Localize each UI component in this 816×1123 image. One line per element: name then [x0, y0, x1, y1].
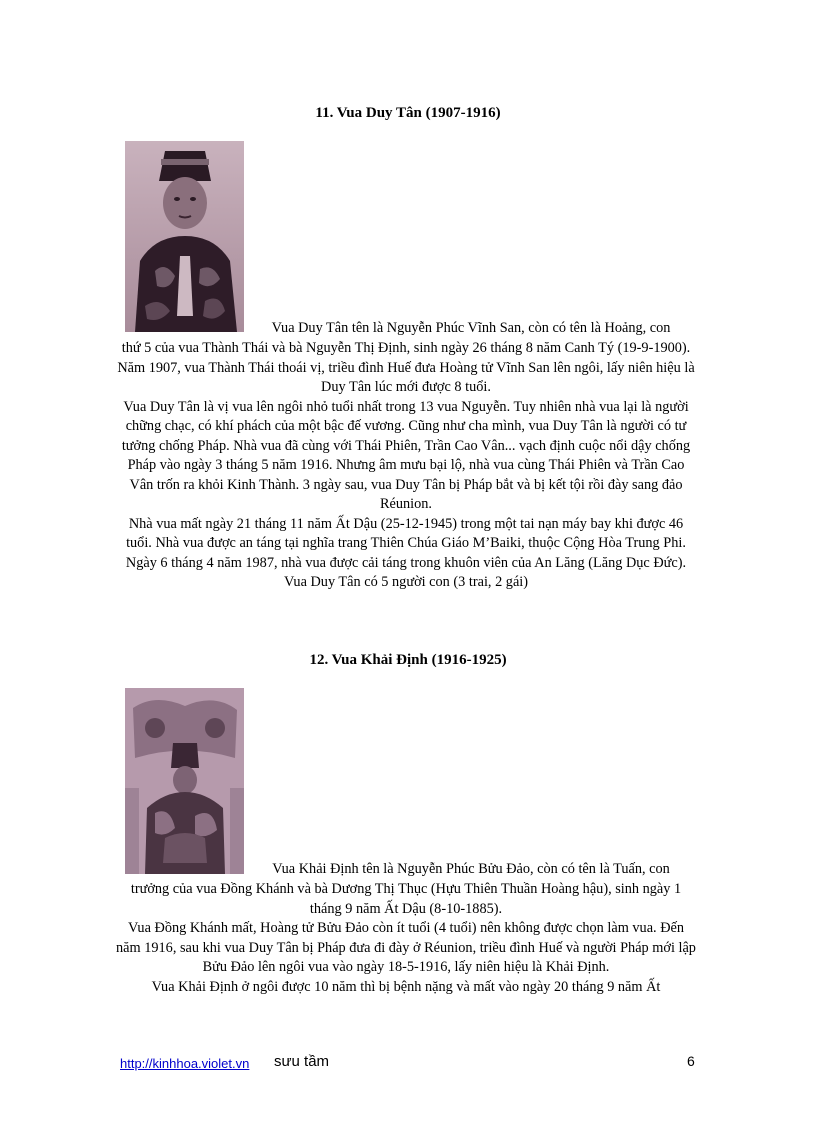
footer-source-link[interactable]: http://kinhhoa.violet.vn [120, 1056, 250, 1071]
page-number: 6 [687, 1053, 695, 1069]
section-heading-duy-tan: 11. Vua Duy Tân (1907-1916) [315, 105, 501, 121]
paragraph: thứ 5 của vua Thành Thái và bà Nguyễn Thị Định, sinh ngày 26 tháng 8 năm Canh Tý (19-9-1900). [121, 340, 691, 356]
paragraph-first-line: Vua Khải Định tên là Nguyễn Phúc Bửu Đảo, còn có tên là Tuấn, con [272, 861, 670, 877]
section-body-khai-dinh [116, 880, 696, 997]
portrait-duy-tan-photo [125, 141, 244, 332]
paragraph: Vua Đồng Khánh mất, Hoàng tử Bửu Đảo còn ít tuổi (4 tuổi) nên không được chọn làm vua. Đến năm 1916, sau khi vua Duy Tân bị Pháp đưa đi đày ở Réunion, triều đình Huế và người Pháp mới lập Bửu Đảo lên ngôi vua vào ngày 18-5-1916, lấy niên hiệu là Khải Định. [116, 920, 696, 975]
paragraph: Vua Duy Tân là vị vua lên ngôi nhỏ tuổi nhất trong 13 vua Nguyễn. Tuy nhiên nhà vua lại là người chững chạc, có khí phách của một bậc đế vương. Cũng như cha mình, vua Duy Tân là người có tư tưởng chống Pháp. Nhà vua đã cùng với Thái Phiên, Trần Cao Vân... vạch định cuộc nổi dậy chống Pháp vào ngày 3 tháng 5 năm 1916. Nhưng âm mưu bại lộ, nhà vua cùng Thái Phiên và Trần Cao Vân trốn ra khỏi Kinh Thành. 3 ngày sau, vua Duy Tân bị Pháp bắt và bị kết tội rồi đày sang đảo Réunion. [121, 398, 691, 512]
paragraph: trưởng của vua Đồng Khánh và bà Dương Thị Thục (Hựu Thiên Thuần Hoàng hậu), sinh ngày 1 tháng 9 năm Ất Dậu (8-10-1885). [130, 881, 682, 917]
paragraph-first-line: Vua Duy Tân tên là Nguyễn Phúc Vĩnh San, còn có tên là Hoảng, con [271, 320, 671, 336]
portrait-khai-dinh-photo [125, 688, 244, 874]
paragraph: Năm 1907, vua Thành Thái thoái vị, triều đình Huế đưa Hoàng tử Vĩnh San lên ngôi, lấy niên hiệu là Duy Tân lúc mới được 8 tuổi. [117, 359, 695, 395]
paragraph: Nhà vua mất ngày 21 tháng 11 năm Ất Dậu (25-12-1945) trong một tai nạn máy bay khi được 46 tuổi. Nhà vua được an táng tại nghĩa trang Thiên Chúa Giáo M’Baiki, thuộc Cộng Hòa Trung Phi. Ngày 6 tháng 4 năm 1987, nhà vua được cải táng trong khuôn viên của An Lăng (Lăng Dục Đức). [125, 515, 687, 571]
section-body-duy-tan [116, 339, 696, 593]
section-heading-khai-dinh: 12. Vua Khải Định (1916-1925) [309, 652, 507, 668]
paragraph: Vua Khải Định ở ngôi được 10 năm thì bị bệnh nặng và mất vào ngày 20 tháng 9 năm Ất [151, 978, 661, 995]
footer-credit: sưu tầm [274, 1053, 330, 1070]
paragraph: Vua Duy Tân có 5 người con (3 trai, 2 gái) [283, 574, 529, 590]
